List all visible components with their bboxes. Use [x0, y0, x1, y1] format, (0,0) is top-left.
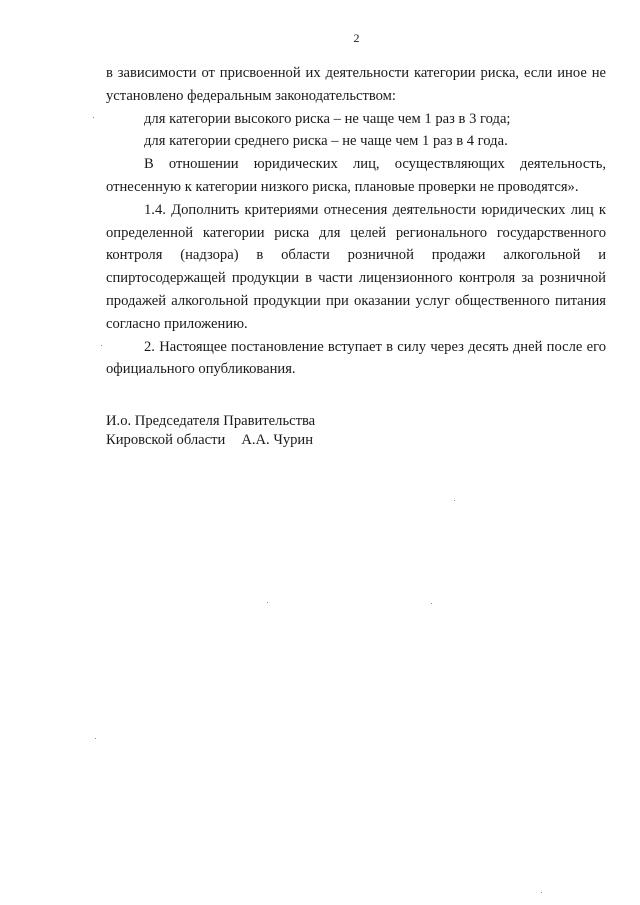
- paragraph-low-risk: В отношении юридических лиц, осуществляющих деятельность, отнесенную к категории низкого риска, плановые проверки не проводятся».: [106, 156, 606, 195]
- scan-speck: [267, 602, 268, 603]
- signature-region: Кировской области: [106, 432, 226, 448]
- scan-speck: [541, 892, 542, 893]
- paragraph-medium-risk: для категории среднего риска – не чаще чем 1 раз в 4 года.: [144, 133, 508, 150]
- signature-title-line2: [106, 431, 315, 450]
- paragraph-item-1-4: 1.4. Дополнить критериями отнесения деятельности юридических лиц к определенной категории риска для целей регионального государственного контроля (надзора) в области розничной продажи алкогольной и спиртосодержащей продукции в части лицензионного контроля за розничной продажей алкогольной продукции при оказании услуг общественного питания согласно приложению.: [106, 201, 606, 332]
- signature-title-line1: И.о. Председателя Правительства: [106, 413, 316, 429]
- paragraph-item-2: 2. Настоящее постановление вступает в силу через десять дней после его официального опубликования.: [106, 338, 606, 378]
- signature-block: [106, 412, 315, 450]
- scan-speck: [93, 117, 94, 118]
- signatory-name: А.А. Чурин: [241, 432, 314, 448]
- document-body: [106, 62, 606, 381]
- scan-speck: [454, 500, 455, 501]
- scan-speck: [431, 603, 432, 604]
- paragraph-risk-frequency-intro: в зависимости от присвоенной их деятельности категории риска, если иное не установлено федеральным законодательством:: [106, 65, 606, 104]
- page-number: 2: [353, 31, 360, 45]
- scan-speck: [95, 738, 96, 739]
- scan-speck: [101, 345, 102, 346]
- paragraph-high-risk: для категории высокого риска – не чаще чем 1 раз в 3 года;: [144, 110, 511, 127]
